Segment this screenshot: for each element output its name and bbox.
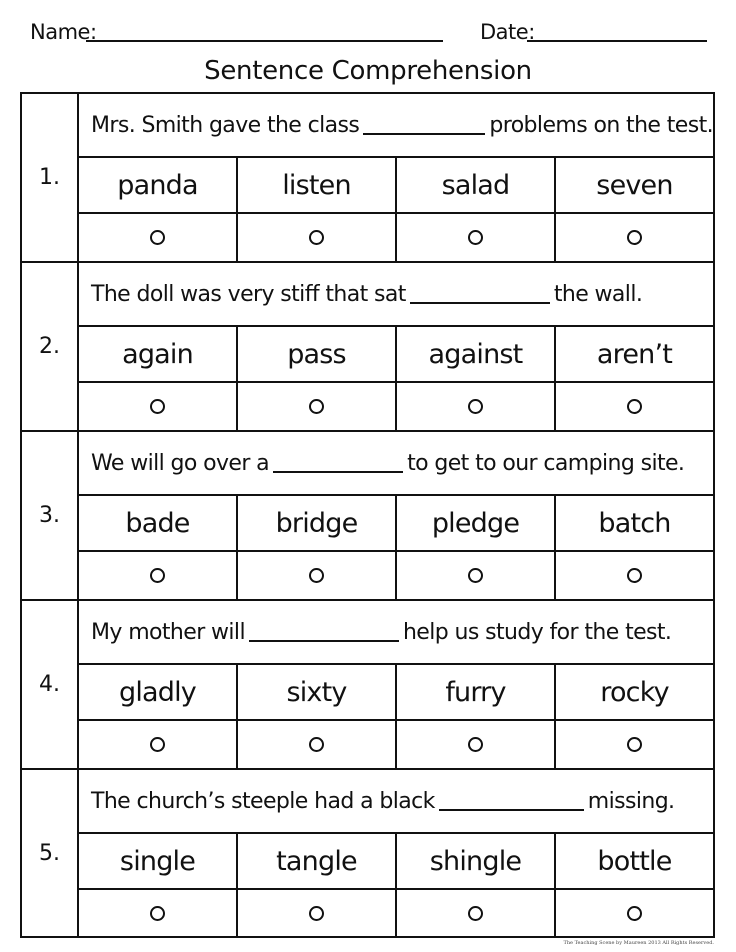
answer-option [395,158,554,261]
option-word: rocky [556,665,713,721]
answer-options [79,665,713,768]
question-sentence [79,770,713,834]
option-word: again [79,327,236,383]
answer-blank [363,115,485,135]
option-word: tangle [238,834,395,890]
answer-option [395,496,554,599]
answer-bubble[interactable] [150,737,165,752]
option-word: furry [397,665,554,721]
name-label: Name: [30,20,97,44]
copyright-notice: The Teaching Scene by Maureen 2013 All Rights Reserved. [563,940,714,946]
answer-option [395,834,554,937]
answer-bubble[interactable] [468,230,483,245]
sentence-after: help us study for the test. [402,619,672,645]
answer-option [79,496,236,599]
answer-option [554,327,713,430]
answer-option [554,158,713,261]
answer-blank [439,791,584,811]
answer-option [236,834,395,937]
question-1 [22,94,713,261]
answer-option [79,665,236,768]
option-word: pass [238,327,395,383]
option-word: bade [79,496,236,552]
answer-options [79,496,713,599]
answer-bubble[interactable] [309,568,324,583]
answer-bubble[interactable] [627,906,642,921]
name-field[interactable] [86,40,443,42]
question-sentence [79,432,713,496]
answer-bubble[interactable] [627,230,642,245]
answer-bubble[interactable] [309,399,324,414]
answer-blank [273,453,403,473]
answer-options [79,327,713,430]
sentence-before: We will go over a [91,450,270,476]
answer-option [554,834,713,937]
question-2 [22,263,713,430]
question-table [20,92,715,938]
sentence-after: missing. [587,788,675,814]
answer-bubble[interactable] [150,568,165,583]
option-word: pledge [397,496,554,552]
option-word: panda [79,158,236,214]
sentence-before: Mrs. Smith gave the class [91,112,360,138]
sentence-after: to get to our camping site. [407,450,685,476]
question-number: 4. [22,601,79,768]
question-4 [22,601,713,768]
answer-bubble[interactable] [468,906,483,921]
sentence-before: The doll was very stiff that sat [91,281,406,307]
answer-bubble[interactable] [627,399,642,414]
answer-bubble[interactable] [150,230,165,245]
sentence-before: The church’s steeple had a black [91,788,435,814]
sentence-before: My mother will [91,619,245,645]
option-word: sixty [238,665,395,721]
answer-options [79,834,713,937]
option-word: aren’t [556,327,713,383]
answer-option [554,496,713,599]
answer-bubble[interactable] [150,906,165,921]
answer-option [236,665,395,768]
answer-option [236,496,395,599]
answer-bubble[interactable] [627,737,642,752]
answer-option [236,327,395,430]
date-label: Date: [480,20,535,44]
answer-bubble[interactable] [468,737,483,752]
worksheet-title: Sentence Comprehension [204,56,532,86]
option-word: salad [397,158,554,214]
answer-bubble[interactable] [309,906,324,921]
answer-bubble[interactable] [309,737,324,752]
question-5 [22,770,713,937]
question-number: 3. [22,432,79,599]
question-number: 1. [22,94,79,261]
option-word: seven [556,158,713,214]
question-sentence [79,94,713,158]
answer-bubble[interactable] [150,399,165,414]
answer-bubble[interactable] [468,568,483,583]
question-number: 5. [22,770,79,937]
answer-option [395,665,554,768]
answer-blank [410,284,550,304]
answer-bubble[interactable] [468,399,483,414]
answer-bubble[interactable] [309,230,324,245]
question-3 [22,432,713,599]
answer-option [79,327,236,430]
question-sentence [79,601,713,665]
date-field[interactable] [527,40,707,42]
answer-option [79,834,236,937]
answer-options [79,158,713,261]
option-word: bottle [556,834,713,890]
question-number: 2. [22,263,79,430]
answer-blank [249,622,399,642]
option-word: listen [238,158,395,214]
option-word: batch [556,496,713,552]
answer-bubble[interactable] [627,568,642,583]
option-word: against [397,327,554,383]
sentence-after: problems on the test. [489,112,713,138]
option-word: single [79,834,236,890]
sentence-after: the wall. [553,281,643,307]
answer-option [236,158,395,261]
answer-option [79,158,236,261]
option-word: shingle [397,834,554,890]
option-word: bridge [238,496,395,552]
question-sentence [79,263,713,327]
answer-option [554,665,713,768]
answer-option [395,327,554,430]
option-word: gladly [79,665,236,721]
